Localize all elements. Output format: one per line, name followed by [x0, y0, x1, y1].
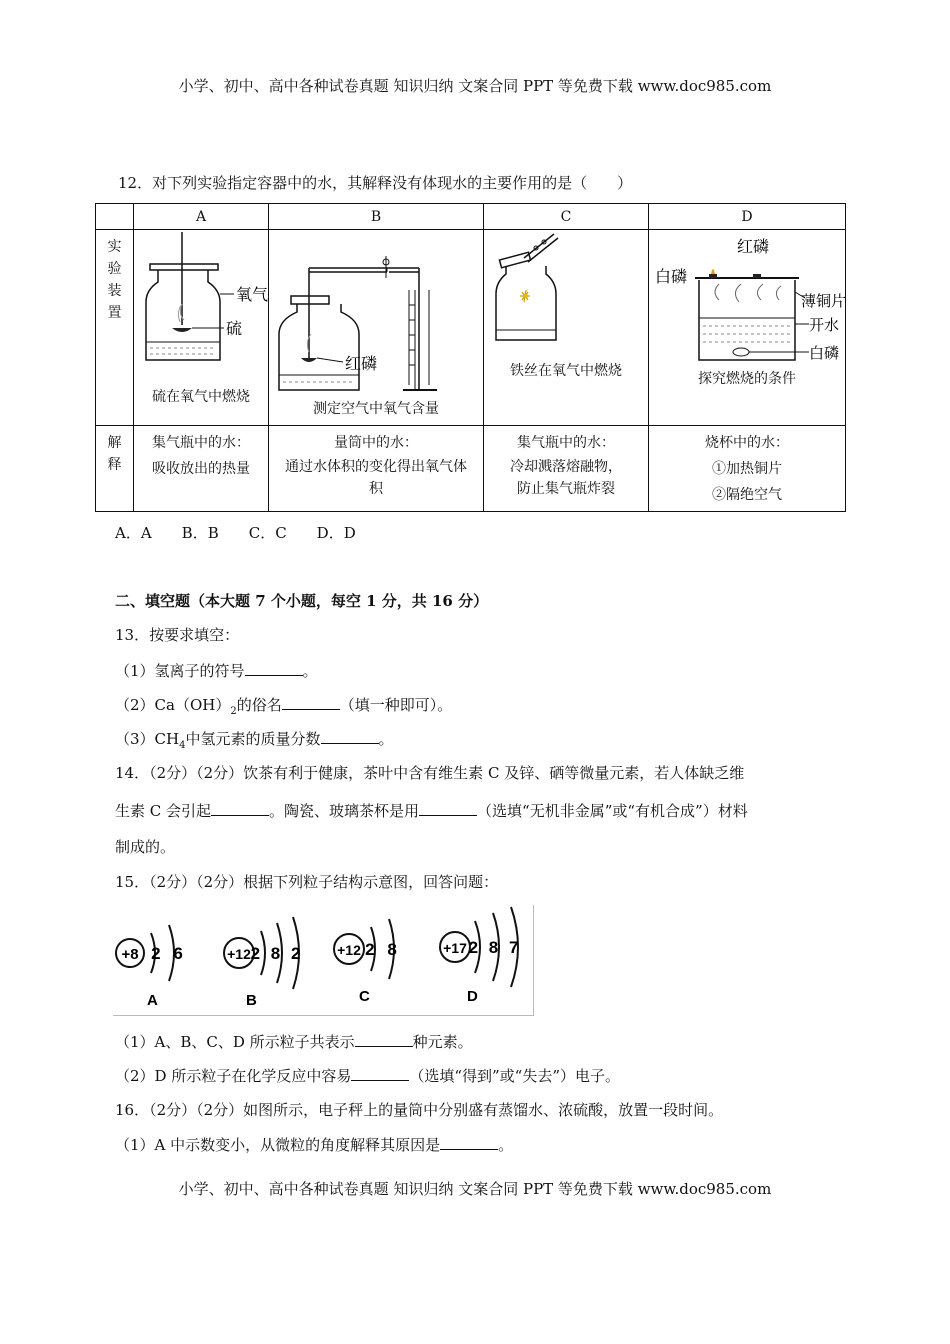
svg-text:A: A	[147, 992, 158, 1009]
svg-text:+17: +17	[443, 940, 467, 956]
svg-text:2 8 2: 2 8 2	[250, 944, 304, 963]
explain-c: 集气瓶中的水： 冷却溅落熔融物， 防止集气瓶炸裂	[484, 426, 649, 512]
q16-stem: 16．（2分）（2分）如图所示，电子秤上的量筒中分别盛有蒸馏水、浓硫酸，放置一段时间。	[115, 1101, 724, 1119]
answer-blank[interactable]	[245, 661, 303, 676]
setup-c	[484, 230, 649, 426]
svg-text:B: B	[246, 992, 257, 1009]
q12-stem: 12．对下列实验指定容器中的水，其解释没有体现水的主要作用的是（ ）	[118, 174, 633, 192]
svg-text:开水: 开水	[809, 317, 840, 334]
iron-burning-diagram	[484, 230, 648, 360]
svg-text:+12: +12	[337, 942, 361, 958]
particle-d	[440, 907, 521, 1005]
q15-part1: （1）A、B、C、D 所示粒子共表示 种元素。	[115, 1033, 473, 1051]
q12-options: A．A B．B C．C D．D	[115, 524, 356, 542]
svg-text:硫: 硫	[226, 321, 243, 338]
q14-line3: 制成的。	[115, 838, 176, 856]
svg-text:氧气: 氧气	[236, 287, 268, 304]
caption-c: 铁丝在氧气中燃烧	[510, 363, 622, 379]
col-header-a: A	[134, 204, 269, 230]
q13-part3: $(3)CH_4$中氢元素的质量分数 。	[115, 730, 394, 751]
particle-structure-diagrams	[113, 905, 534, 1016]
particle-b	[224, 917, 303, 1009]
answer-blank[interactable]	[321, 729, 379, 744]
answer-blank[interactable]	[211, 801, 269, 816]
svg-text:白磷: 白磷	[809, 345, 840, 362]
sulfur-burning-diagram	[134, 230, 268, 390]
caption-d: 探究燃烧的条件	[698, 371, 796, 387]
svg-text:+8: +8	[121, 946, 139, 963]
q13-stem: 13．按要求填空：	[115, 626, 240, 644]
col-header-d: D	[649, 204, 846, 230]
svg-text:+12: +12	[227, 946, 251, 962]
svg-text:C: C	[359, 988, 370, 1005]
q14-line1: 14．（2分）（2分）饮茶有利于健康，茶叶中含有维生素 C 及锌、硒等微量元素，若人体缺乏维	[115, 764, 745, 782]
particle-a	[116, 925, 187, 1009]
q15-part2: （2）D 所示粒子在化学反应中容易 （选填“得到”或“失去”）电子。	[115, 1067, 621, 1085]
svg-text:2 8 7: 2 8 7	[468, 938, 522, 957]
particle-c	[334, 919, 401, 1005]
q15-stem: 15．（2分）（2分）根据下列粒子结构示意图，回答问题：	[115, 873, 499, 891]
caption-b: 测定空气中氧气含量	[313, 401, 439, 417]
col-header-b: B	[269, 204, 484, 230]
q12-table	[95, 203, 846, 512]
svg-text:白磷: 白磷	[655, 269, 688, 286]
oxygen-content-diagram	[269, 230, 483, 400]
q13-part2: $(2)Ca(OH)_2$的俗名 （填一种即可）。	[115, 696, 453, 717]
svg-text:红磷: 红磷	[345, 356, 378, 373]
svg-text:薄铜片: 薄铜片	[801, 293, 845, 310]
svg-text:D: D	[467, 988, 478, 1005]
setup-d	[649, 230, 846, 426]
svg-text:2 8: 2 8	[365, 940, 401, 959]
answer-blank[interactable]	[419, 801, 477, 816]
explain-b: 量筒中的水： 通过水体积的变化得出氧气体积	[269, 426, 484, 512]
answer-blank[interactable]	[440, 1135, 498, 1150]
q14-line2: 生素 C 会引起 。陶瓷、玻璃茶杯是用 （选填“无机非金属”或“有机合成”）材料	[115, 802, 748, 820]
answer-blank[interactable]	[282, 695, 340, 710]
row-label-setup: 实验装置	[96, 230, 134, 426]
setup-a	[134, 230, 269, 426]
col-header-c: C	[484, 204, 649, 230]
q16-part1: （1）A 中示数变小，从微粒的角度解释其原因是 。	[115, 1136, 514, 1154]
page-footer: 小学、初中、高中各种试卷真题 知识归纳 文案合同 PPT 等免费下载 www.doc985.com	[178, 1180, 772, 1198]
svg-text:红磷: 红磷	[737, 239, 770, 256]
row-label-explain: 解释	[96, 426, 134, 512]
q13-part1: （1）氢离子的符号 。	[115, 662, 318, 680]
explain-d: 烧杯中的水： ①加热铜片 ②隔绝空气	[649, 426, 846, 512]
caption-a: 硫在氧气中燃烧	[152, 389, 250, 405]
answer-blank[interactable]	[355, 1032, 413, 1047]
svg-text:2 6: 2 6	[151, 944, 187, 963]
setup-b	[269, 230, 484, 426]
explain-a: 集气瓶中的水： 吸收放出的热量	[134, 426, 269, 512]
answer-blank[interactable]	[351, 1066, 409, 1081]
page-header: 小学、初中、高中各种试卷真题 知识归纳 文案合同 PPT 等免费下载 www.doc985.com	[178, 77, 772, 95]
section-title: 二、填空题（本大题 7 个小题，每空 1 分，共 16 分）	[115, 592, 489, 610]
corner-cell	[96, 204, 134, 230]
combustion-conditions-diagram	[649, 230, 845, 370]
